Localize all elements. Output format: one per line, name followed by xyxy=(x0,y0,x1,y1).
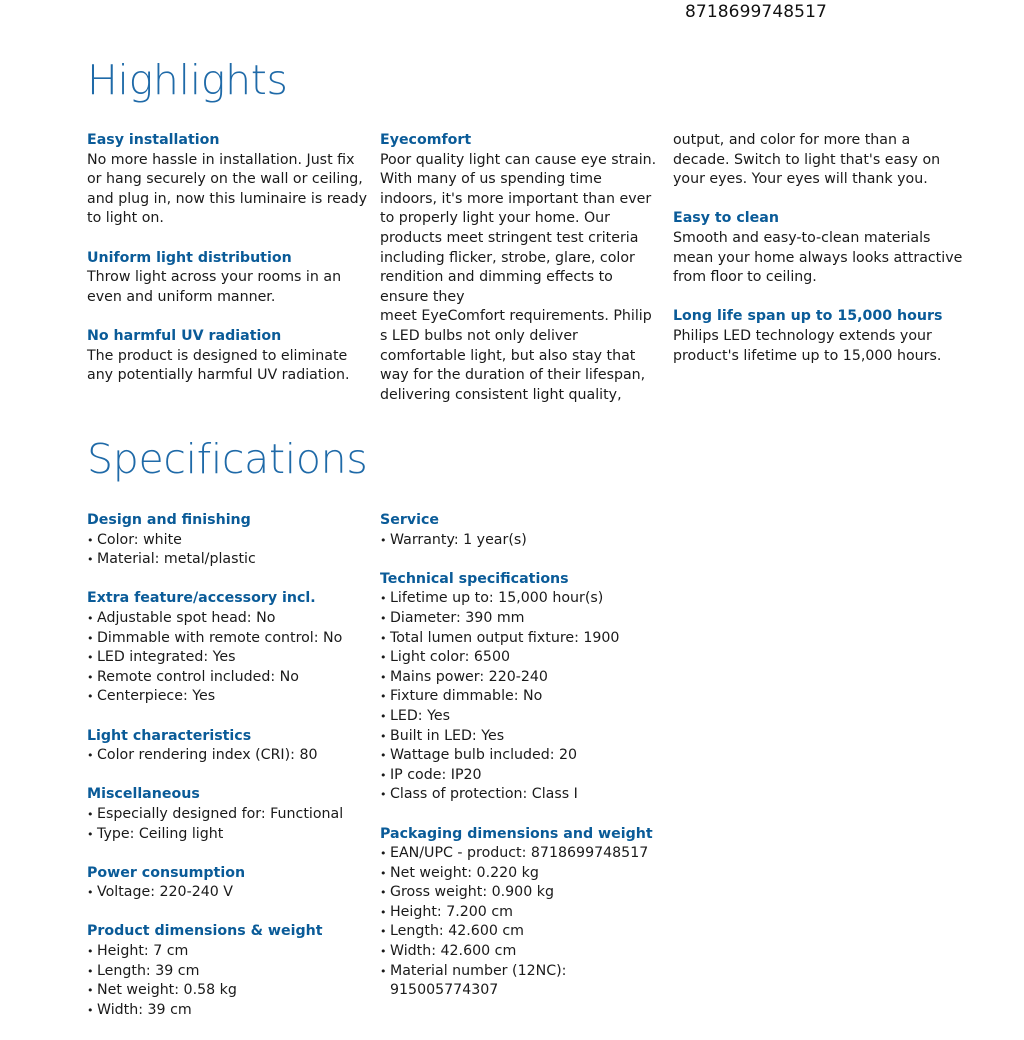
spec-list xyxy=(380,589,670,805)
spec-item: • LED: Yes xyxy=(380,707,670,727)
spec-item: • Height: 7 cm xyxy=(87,942,372,962)
spec-group-heading: Extra feature/accessory incl. xyxy=(87,590,316,607)
spec-list xyxy=(87,883,372,903)
spec-list xyxy=(87,805,372,844)
highlight-text-line: Poor quality light can cause eye strain. xyxy=(380,151,657,168)
highlight-heading: No harmful UV radiation xyxy=(87,327,282,344)
spec-item: • Gross weight: 0.900 kg xyxy=(380,883,670,903)
spec-item: • Width: 39 cm xyxy=(87,1001,372,1021)
spec-item: • Built in LED: Yes xyxy=(380,727,670,747)
spec-item: • Net weight: 0.58 kg xyxy=(87,981,372,1001)
spec-item: • Net weight: 0.220 kg xyxy=(380,864,670,884)
spec-item: • Color: white xyxy=(87,531,372,551)
highlight-block xyxy=(380,131,670,405)
spec-group-heading: Design and finishing xyxy=(87,512,251,528)
spec-item: • Especially designed for: Functional xyxy=(87,805,372,825)
highlights-column-3 xyxy=(673,131,963,386)
spec-list xyxy=(380,531,670,551)
spec-item: • Diameter: 390 mm xyxy=(380,609,670,629)
highlight-text-line: rendition and dimming effects to xyxy=(380,269,613,286)
specifications-column-2 xyxy=(380,511,670,1020)
highlight-text-line: to properly light your home. Our xyxy=(380,210,610,227)
highlight-heading: Easy installation xyxy=(87,132,220,148)
spec-item: • Remote control included: No xyxy=(87,668,372,688)
highlight-text-line: way for the duration of their lifespan, xyxy=(380,367,646,384)
spec-group xyxy=(87,785,372,844)
highlight-text: The product is designed to eliminate any potentially harmful UV radiation. xyxy=(87,347,350,384)
highlight-text xyxy=(380,151,670,406)
spec-group-heading: Service xyxy=(380,512,439,528)
spec-group-heading: Miscellaneous xyxy=(87,786,200,803)
spec-group xyxy=(380,570,670,805)
spec-item: • Fixture dimmable: No xyxy=(380,687,670,707)
spec-item: • Centerpiece: Yes xyxy=(87,687,372,707)
spec-group xyxy=(87,727,372,766)
highlight-heading: Easy to clean xyxy=(673,210,779,227)
spec-group xyxy=(87,589,372,707)
highlight-text: No more hassle in installation. Just fix or hang securely on the wall or ceiling, and plug in, now this luminaire is ready to light on. xyxy=(87,151,368,227)
highlight-block xyxy=(87,131,372,229)
spec-item: • Wattage bulb included: 20 xyxy=(380,746,670,766)
highlights-column-1 xyxy=(87,131,372,405)
specifications-title: Specifications xyxy=(87,435,368,483)
spec-item: • Voltage: 220-240 V xyxy=(87,883,372,903)
highlight-block xyxy=(87,249,372,308)
spec-item: • Class of protection: Class I xyxy=(380,785,670,805)
highlight-text: output, and color for more than a decade. Switch to light that's easy on your eyes. Your eyes will thank you. xyxy=(673,132,941,188)
highlights-column-2 xyxy=(380,131,670,425)
highlight-text-line: products meet stringent test criteria xyxy=(380,229,639,246)
spec-item: • EAN/UPC - product: 8718699748517 xyxy=(380,844,670,864)
spec-group-heading: Light characteristics xyxy=(87,727,252,744)
highlight-block xyxy=(87,327,372,386)
highlight-text: Smooth and easy-to-clean materials mean your home always looks attractive from floor to ceiling. xyxy=(673,229,963,286)
spec-item: • Length: 42.600 cm xyxy=(380,922,670,942)
spec-item: • LED integrated: Yes xyxy=(87,648,372,668)
spec-item: • Width: 42.600 cm xyxy=(380,942,670,962)
spec-item: • Warranty: 1 year(s) xyxy=(380,531,670,551)
highlight-text-line: including flicker, strobe, glare, color xyxy=(380,249,635,266)
highlight-block xyxy=(673,307,963,366)
highlight-text-line: indoors, it's more important than ever xyxy=(380,190,652,207)
highlight-text-line: meet EyeComfort requirements. Philip xyxy=(380,308,652,325)
spec-group xyxy=(87,511,372,570)
spec-list xyxy=(87,746,372,766)
spec-item: • Length: 39 cm xyxy=(87,962,372,982)
spec-group-heading: Power consumption xyxy=(87,864,246,881)
spec-item: • Color rendering index (CRI): 80 xyxy=(87,746,372,766)
highlight-block-continued xyxy=(673,131,963,190)
highlight-text-line: With many of us spending time xyxy=(380,171,602,188)
highlight-heading: Long life span up to 15,000 hours xyxy=(673,308,943,325)
spec-item: • Material number (12NC): 915005774307 xyxy=(380,962,570,1001)
spec-item: • Material: metal/plastic xyxy=(87,550,372,570)
spec-item: • Dimmable with remote control: No xyxy=(87,629,372,649)
highlight-text-line: ensure they xyxy=(380,288,465,305)
highlight-heading: Eyecomfort xyxy=(380,132,472,148)
specifications-column-1 xyxy=(87,511,372,1040)
spec-group-heading: Product dimensions & weight xyxy=(87,923,323,940)
highlights-title: Highlights xyxy=(87,56,288,104)
spec-group xyxy=(87,922,372,1020)
highlight-block xyxy=(673,209,963,287)
spec-list xyxy=(87,531,372,570)
spec-group xyxy=(380,825,670,1001)
spec-group xyxy=(87,864,372,903)
spec-item: • Mains power: 220-240 xyxy=(380,668,670,688)
spec-list xyxy=(380,844,670,1001)
spec-item: • IP code: IP20 xyxy=(380,766,670,786)
highlight-heading: Uniform light distribution xyxy=(87,249,292,266)
highlight-text: Philips LED technology extends your product's lifetime up to 15,000 hours. xyxy=(673,327,942,364)
spec-group xyxy=(380,511,670,550)
spec-item: • Lifetime up to: 15,000 hour(s) xyxy=(380,589,670,609)
highlight-text-line: delivering consistent light quality, xyxy=(380,386,622,403)
highlight-text: Throw light across your rooms in an even and uniform manner. xyxy=(87,269,342,305)
highlight-text-line: s LED bulbs not only deliver xyxy=(380,327,578,344)
spec-item: • Light color: 6500 xyxy=(380,648,670,668)
spec-item: • Total lumen output fixture: 1900 xyxy=(380,629,670,649)
spec-group-heading: Packaging dimensions and weight xyxy=(380,825,653,842)
spec-list xyxy=(87,609,372,707)
highlight-text-line: comfortable light, but also stay that xyxy=(380,347,636,364)
product-code: 8718699748517 xyxy=(685,2,827,22)
spec-item: • Type: Ceiling light xyxy=(87,825,372,845)
spec-list xyxy=(87,942,372,1020)
spec-item: • Height: 7.200 cm xyxy=(380,903,670,923)
spec-group-heading: Technical specifications xyxy=(380,570,569,587)
spec-item: • Adjustable spot head: No xyxy=(87,609,372,629)
